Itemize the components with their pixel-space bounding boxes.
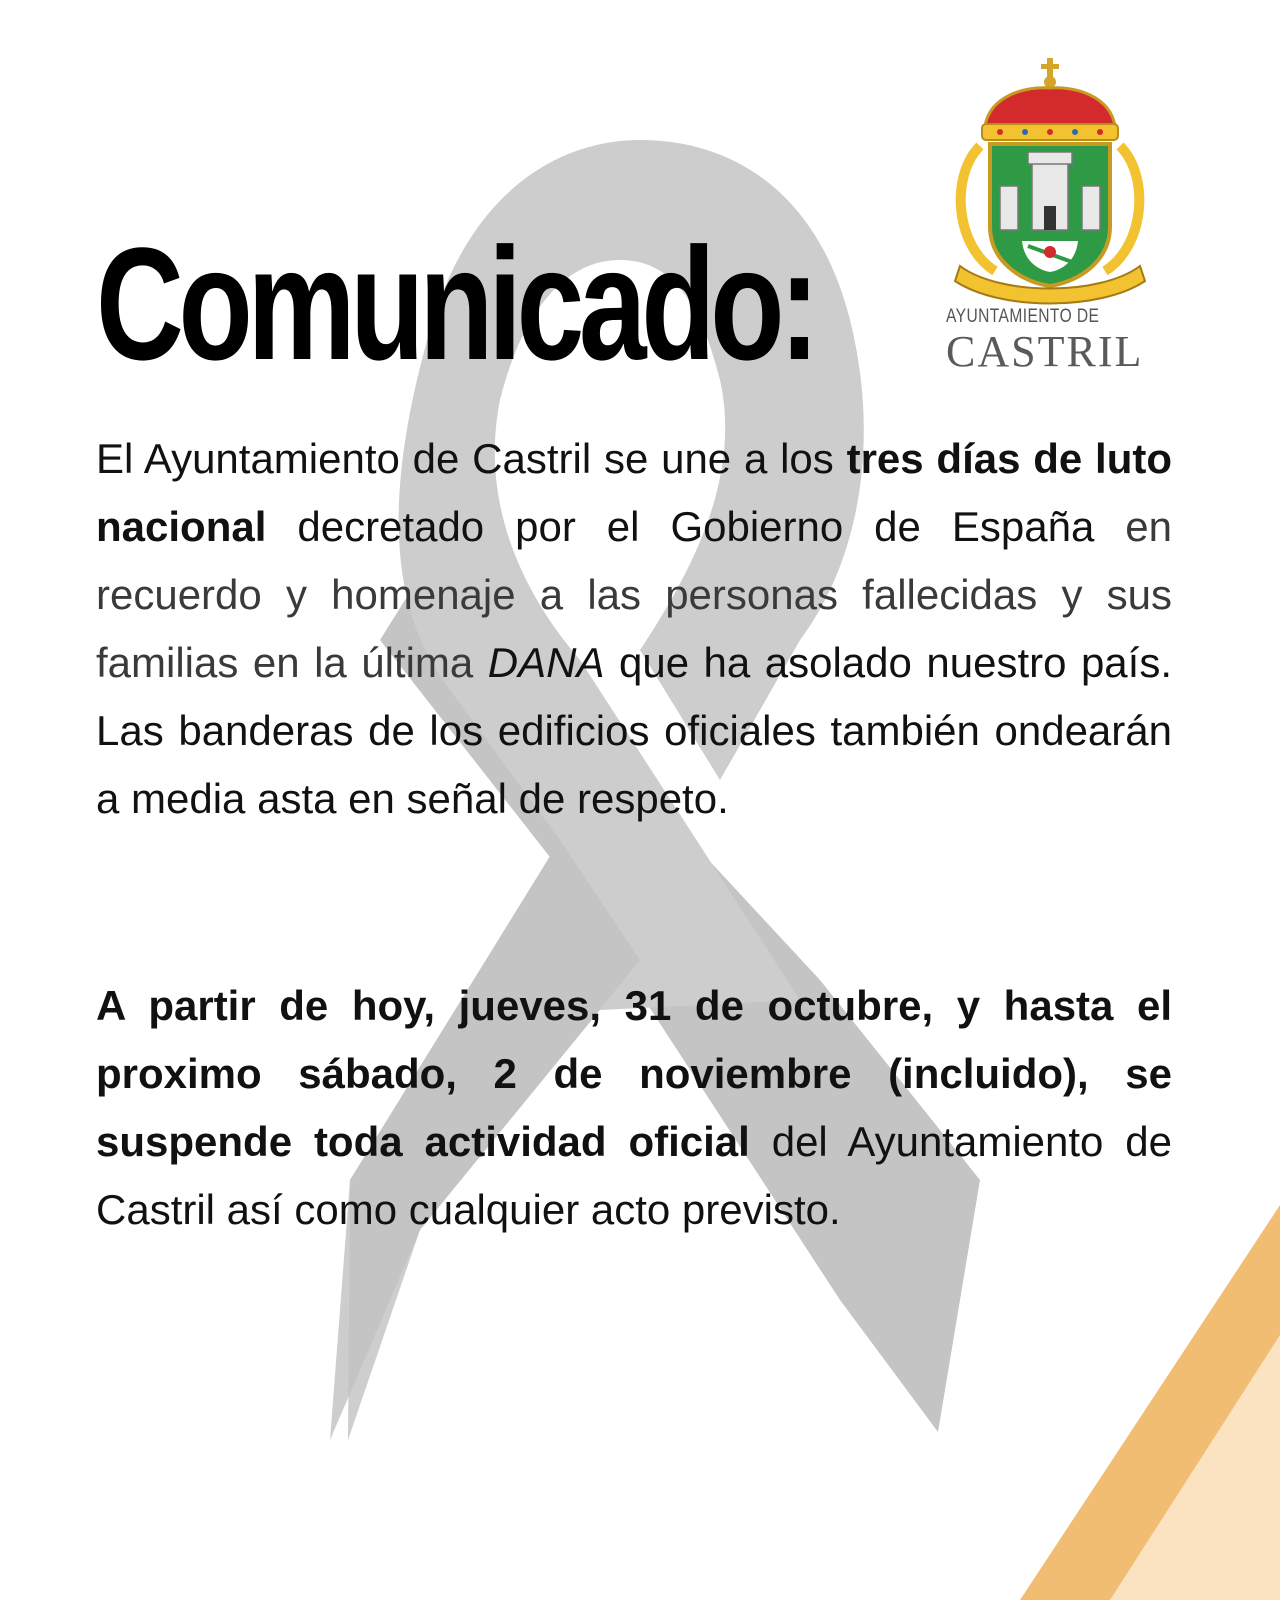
logo-caption-main: CASTRIL bbox=[946, 327, 1144, 376]
p1-text-1: El Ayuntamiento de Castril se une a los bbox=[96, 435, 847, 482]
p2-text-1: del Ayuntamiento de Castril así como cualquier acto previsto. bbox=[96, 1118, 1173, 1233]
p1-text-4: que ha asolado nuestro país. Las banderas de los edificios oficiales también ondearán a media asta en señal de respeto. bbox=[96, 639, 1173, 822]
announcement-paragraph-2 bbox=[96, 972, 1172, 1244]
p1-text-italic: DANA bbox=[487, 639, 605, 686]
p1-text-3: en recuerdo y homenaje a las personas fallecidas y sus familias en la última bbox=[96, 503, 1172, 686]
p2-text-bold: A partir de hoy, jueves, 31 de octubre, y hasta el proximo sábado, 2 de noviembre (incluido), se suspende toda actividad oficial bbox=[96, 982, 1172, 1165]
announcement-paragraph-1 bbox=[96, 425, 1172, 833]
page-title: Comunicado: bbox=[96, 214, 815, 393]
p1-text-2: decretado por el Gobierno de España bbox=[266, 503, 1126, 550]
p1-text-bold: tres días de luto nacional bbox=[96, 435, 1172, 550]
logo-caption-top: AYUNTAMIENTO DE bbox=[946, 306, 1100, 327]
